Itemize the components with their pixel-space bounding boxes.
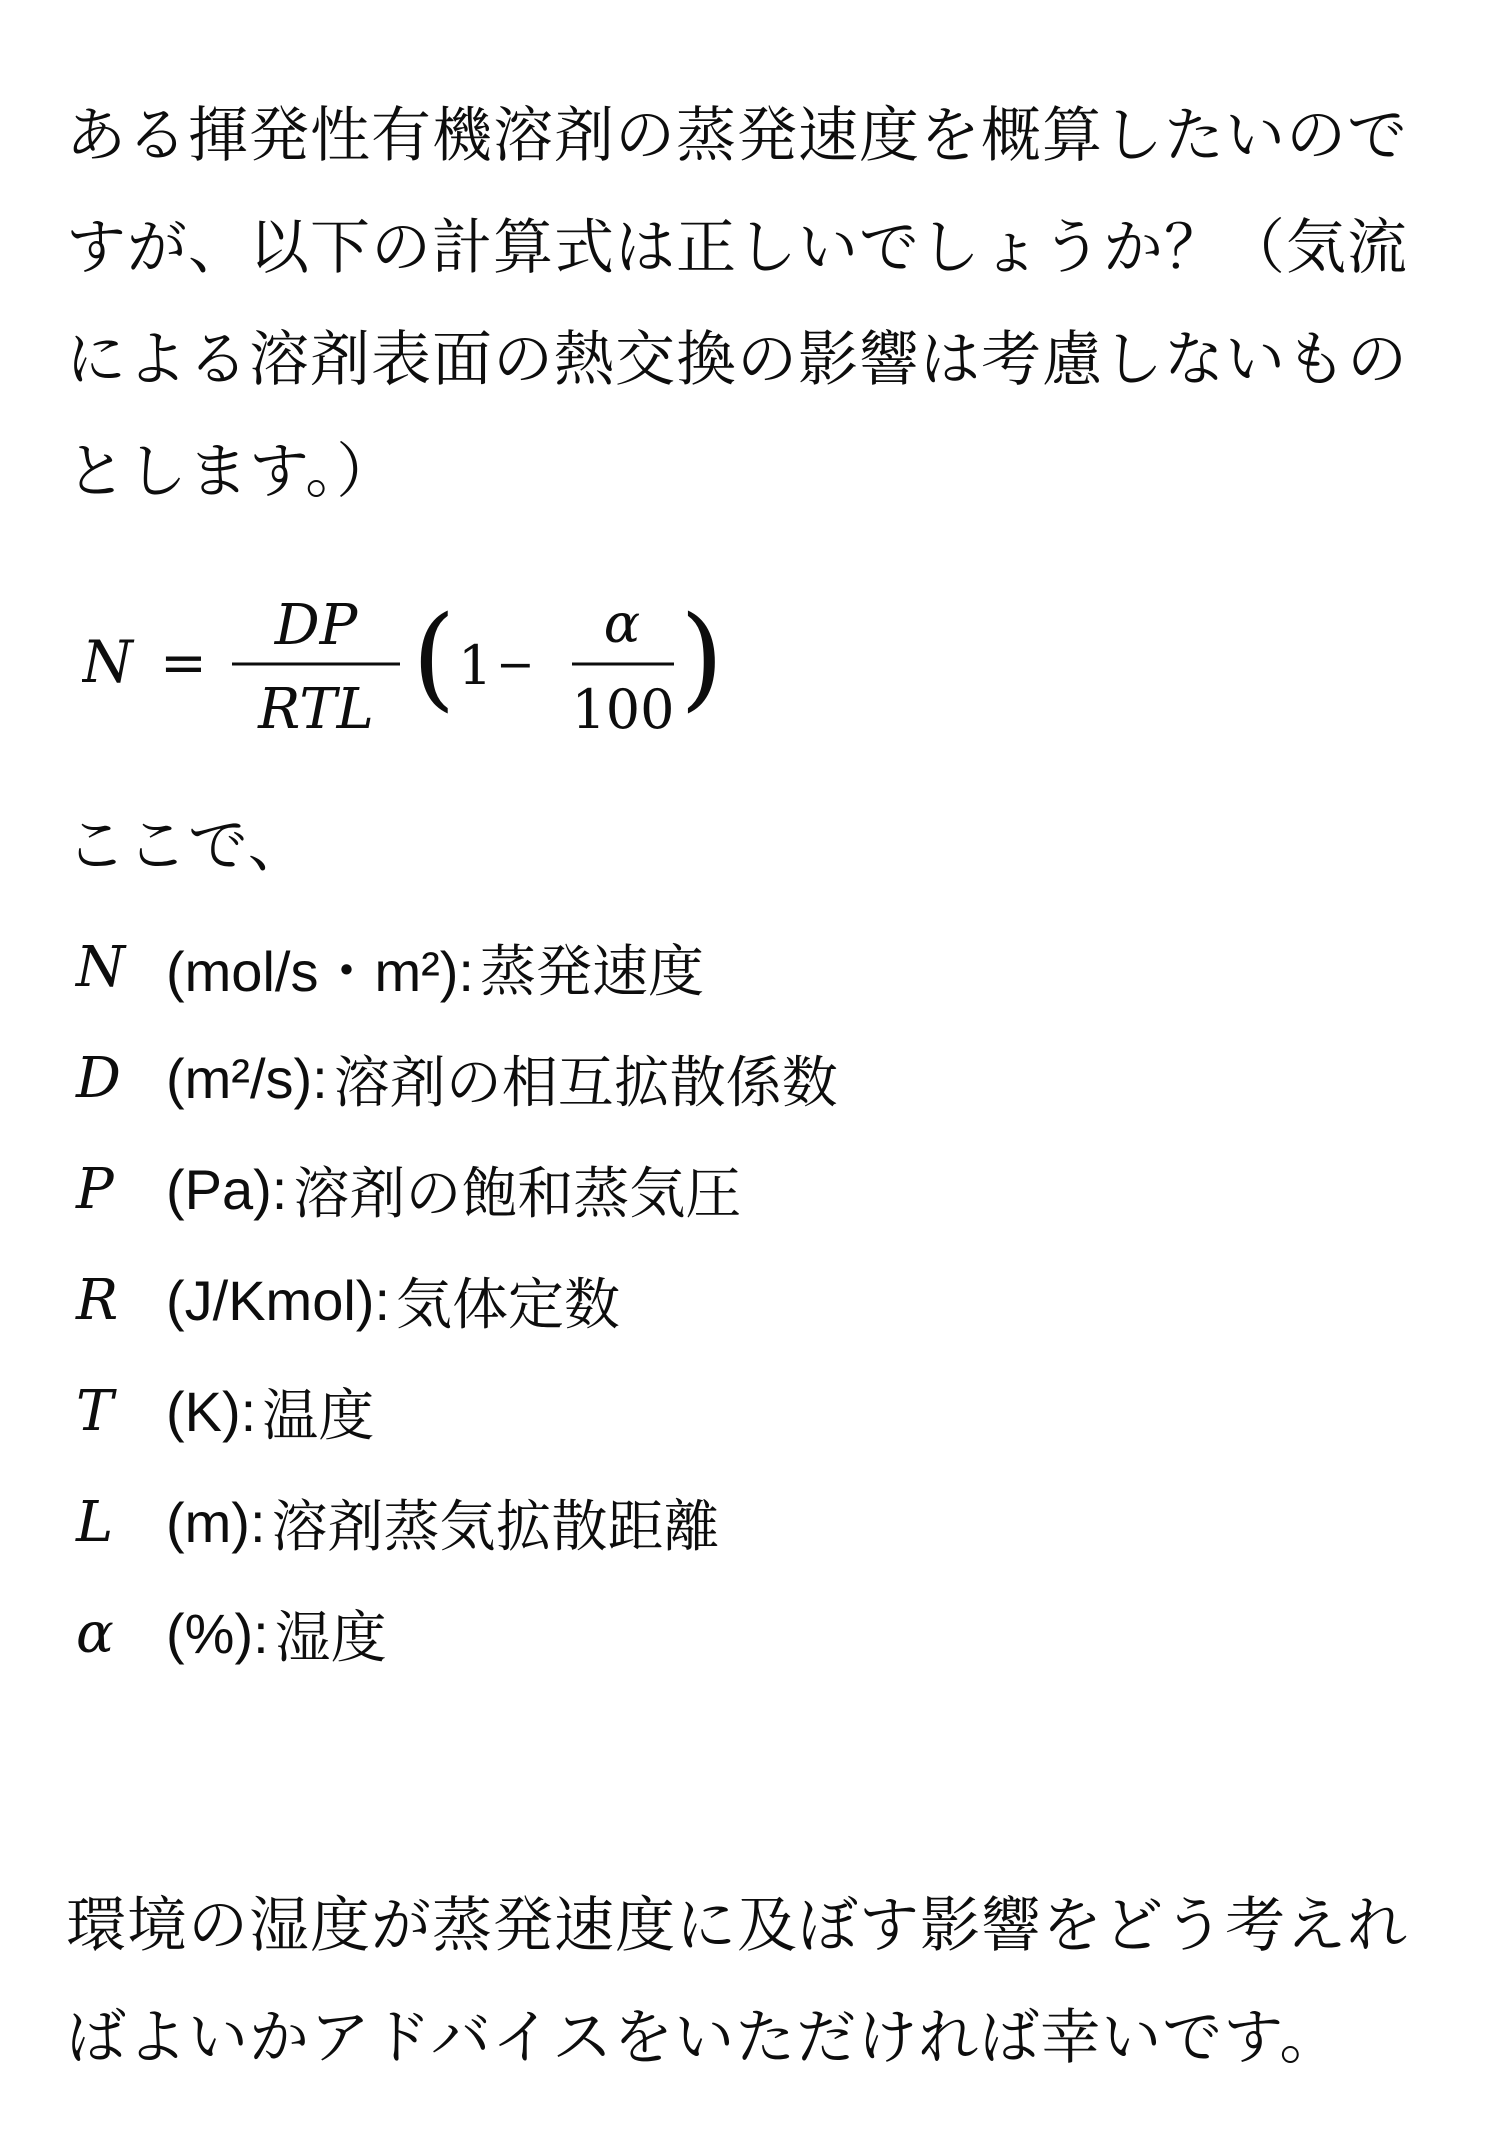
definition-description: 湿度 — [274, 1605, 387, 1671]
definition-item — [76, 1578, 838, 1689]
definition-item — [76, 912, 838, 1023]
definition-item — [76, 1467, 838, 1578]
definition-list — [76, 912, 838, 1689]
definition-symbol: N — [76, 935, 125, 1000]
formula-svg — [82, 580, 782, 750]
definition-description: 溶剤の飽和蒸気圧 — [293, 1161, 742, 1227]
definition-symbol: P — [76, 1157, 114, 1222]
definition-unit: (m): — [166, 1491, 266, 1554]
definition-description: 蒸発速度 — [479, 939, 704, 1005]
formula-paren-open: ( — [412, 593, 456, 723]
definition-unit: (mol/s・m²): — [166, 939, 474, 1003]
formula-denominator: RTL — [258, 677, 374, 742]
definition-item — [76, 1134, 838, 1245]
formula-lhs: N — [82, 628, 133, 696]
definition-description: 温度 — [262, 1383, 375, 1449]
definition-item — [76, 1245, 838, 1356]
definition-item — [76, 1356, 838, 1467]
definition-symbol: D — [76, 1046, 121, 1111]
formula-equals: = — [160, 631, 207, 696]
definition-description: 溶剤の相互拡散係数 — [333, 1050, 838, 1116]
definition-unit: (K): — [166, 1380, 257, 1443]
intro-paragraph: ある揮発性有機溶剤の蒸発速度を概算したいのですが、以下の計算式は正しいでしょうか？（気流による溶剤表面の熱交換の影響は考慮しないものとします。） — [66, 101, 1408, 507]
definition-unit: (J/Kmol): — [166, 1269, 390, 1332]
definition-unit: (Pa): — [166, 1158, 288, 1221]
formula-one: 1 — [458, 634, 493, 697]
definition-symbol: L — [76, 1490, 114, 1555]
outro-paragraph: 環境の湿度が蒸発速度に及ぼす影響をどう考えればよいかアドバイスをいただければ幸いです。 — [66, 1891, 1408, 2073]
definition-symbol: R — [76, 1268, 119, 1333]
definition-unit: (m²/s): — [166, 1047, 328, 1110]
evaporation-rate-formula — [82, 580, 782, 750]
formula-inner-numerator: α — [603, 592, 641, 655]
definition-symbol: α — [76, 1601, 114, 1666]
formula-inner-denominator: 100 — [571, 678, 675, 741]
where-label: ここで、 — [66, 811, 309, 881]
definition-item — [76, 1023, 838, 1134]
formula-paren-close: ) — [680, 593, 724, 723]
definition-unit: (%): — [166, 1602, 269, 1665]
definition-description: 気体定数 — [396, 1272, 620, 1338]
definition-description: 溶剤蒸気拡散距離 — [271, 1494, 720, 1560]
definition-symbol: T — [76, 1379, 114, 1444]
formula-numerator: DP — [274, 593, 358, 658]
formula-minus: − — [496, 637, 535, 691]
